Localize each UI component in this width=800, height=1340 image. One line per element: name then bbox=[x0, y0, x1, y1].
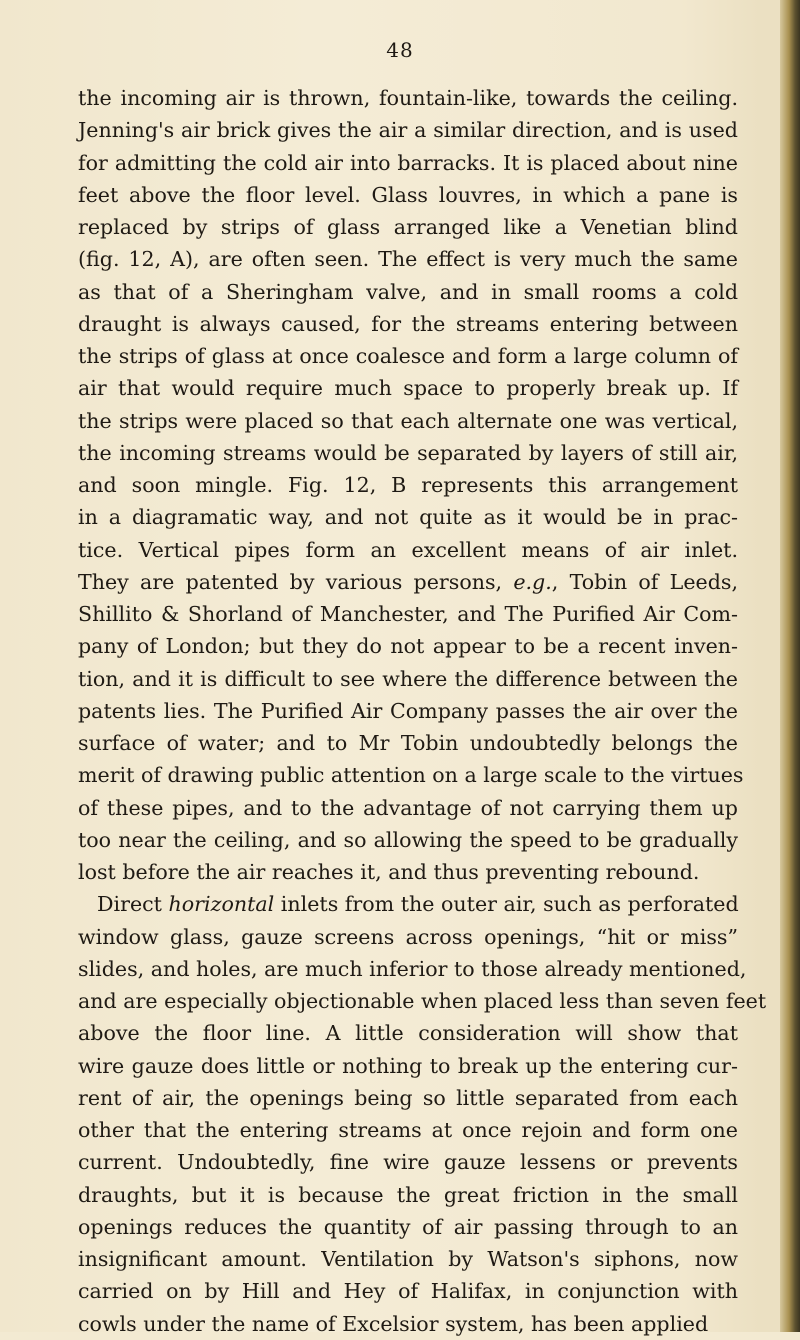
text-line: feet above the floor level. Glass louvres, in which a pane is bbox=[78, 182, 738, 207]
text-line: wire gauze does little or nothing to break up the entering cur- bbox=[78, 1053, 738, 1078]
text-line: of these pipes, and to the advantage of not carrying them up bbox=[78, 795, 738, 820]
text-line: tice. Vertical pipes form an excellent means of air inlet. bbox=[78, 537, 738, 562]
text-line: replaced by strips of glass arranged like a Venetian blind bbox=[78, 215, 738, 239]
text-line: merit of drawing public attention on a large scale to the virtues bbox=[78, 763, 744, 788]
text-line: window glass, gauze screens across openings, “hit or miss” bbox=[78, 924, 738, 949]
text-line: the strips of glass at once coalesce and form a large column of bbox=[78, 344, 738, 368]
text-line: Jenning's air brick gives the air a similar direction, and is used bbox=[78, 118, 738, 143]
text-line: cowls under the name of Excelsior system, has been applied bbox=[78, 1311, 709, 1336]
text-line: as that of a Sheringham valve, and in small rooms a cold bbox=[78, 279, 738, 304]
text-line: the strips were placed so that each alternate one was vertical, bbox=[78, 408, 738, 433]
text-line: patents lies. The Purified Air Company passes the air over the bbox=[78, 698, 738, 723]
text-line: slides, and holes, are much inferior to those already mentioned, bbox=[78, 956, 747, 981]
text-line: They are patented by various persons, e.g., Tobin of Leeds, bbox=[78, 569, 738, 594]
text-line: openings reduces the quantity of air passing through to an bbox=[78, 1214, 738, 1239]
text-line: Shillito & Shorland of Manchester, and The Purified Air Com- bbox=[78, 602, 738, 626]
text-line: lost before the air reaches it, and thus preventing rebound. bbox=[78, 860, 700, 884]
text-line: Direct horizontal inlets from the outer air, such as perforated bbox=[97, 892, 739, 917]
text-line: rent of air, the openings being so little separated from each bbox=[78, 1085, 738, 1110]
text-line: pany of London; but they do not appear to be a recent inven- bbox=[78, 634, 738, 659]
text-line: air that would require much space to properly break up. If bbox=[78, 376, 738, 401]
text-line: the incoming streams would be separated by layers of still air, bbox=[78, 440, 738, 465]
text-line: (fig. 12, A), are often seen. The effect is very much the same bbox=[78, 247, 738, 272]
text-line: in a diagramatic way, and not quite as it would be in prac- bbox=[78, 505, 738, 530]
text-line: insignificant amount. Ventilation by Watson's siphons, now bbox=[78, 1247, 738, 1271]
text-line: draught is always caused, for the streams entering between bbox=[78, 311, 738, 336]
body-text bbox=[78, 82, 767, 1340]
text-line: carried on by Hill and Hey of Halifax, in conjunction with bbox=[78, 1279, 738, 1304]
text-line: and are especially objectionable when placed less than seven feet bbox=[78, 989, 767, 1013]
text-line: for admitting the cold air into barracks. It is placed about nine bbox=[78, 150, 738, 175]
text-line: current. Undoubtedly, fine wire gauze lessens or prevents bbox=[78, 1150, 738, 1175]
italic-term: e.g. bbox=[513, 569, 552, 594]
text-line: draughts, but it is because the great friction in the small bbox=[78, 1182, 738, 1207]
text-line: tion, and it is difficult to see where the difference between the bbox=[78, 666, 738, 691]
text-line: too near the ceiling, and so allowing the speed to be gradually bbox=[78, 827, 738, 852]
text-line: above the floor line. A little consideration will show that bbox=[78, 1021, 738, 1046]
text-line: surface of water; and to Mr Tobin undoubtedly belongs the bbox=[78, 731, 738, 755]
text-line: and soon mingle. Fig. 12, B represents this arrangement bbox=[78, 473, 738, 497]
italic-term: horizontal bbox=[168, 892, 275, 917]
text-line: the incoming air is thrown, fountain-like, towards the ceiling. bbox=[78, 86, 738, 110]
text-line: other that the entering streams at once rejoin and form one bbox=[78, 1118, 738, 1142]
page-binding-edge bbox=[780, 0, 800, 1332]
page-number: 48 bbox=[386, 38, 414, 62]
